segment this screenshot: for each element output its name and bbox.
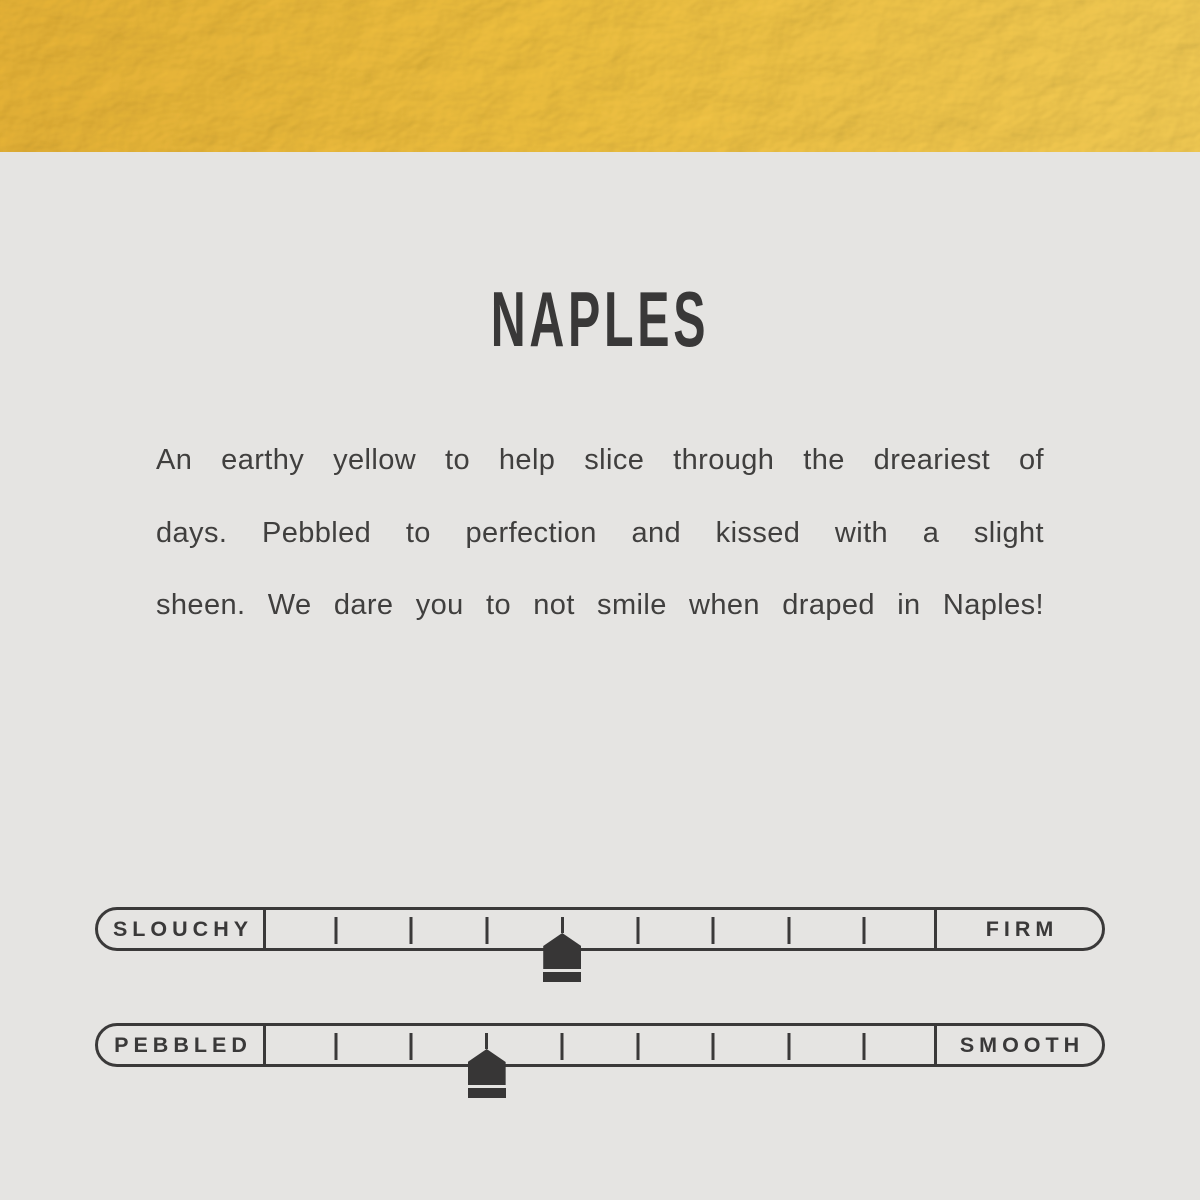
tick-mark <box>787 917 790 944</box>
tick-mark <box>410 917 413 944</box>
scale-left-compartment <box>98 910 266 948</box>
description-line: An earthy yellow to help slice through the dreariest of <box>156 444 1044 476</box>
tick-mark <box>712 1033 715 1060</box>
tick-mark <box>410 1033 413 1060</box>
scale-left-label: SLOUCHY <box>112 916 254 941</box>
leather-texture-graphic <box>0 0 1200 152</box>
scale-track-middle <box>260 907 940 951</box>
scale-marker-icon <box>543 917 581 982</box>
marker-base-bar <box>543 972 581 982</box>
marker-base-bar <box>468 1088 506 1098</box>
leather-swatch-image <box>0 0 1200 152</box>
scale-track-middle <box>260 1023 940 1067</box>
scale-marker-icon <box>468 1033 506 1098</box>
tick-mark <box>636 917 639 944</box>
color-description <box>156 424 1044 642</box>
scale-left-label: PEBBLED <box>114 1032 252 1057</box>
marker-stem <box>561 917 564 933</box>
marker-stem <box>485 1033 488 1049</box>
tick-mark <box>334 1033 337 1060</box>
marker-tag-icon <box>468 1049 506 1085</box>
tick-mark <box>561 1033 564 1060</box>
scale-right-label: FIRM <box>985 916 1059 941</box>
description-line: days. Pebbled to perfection and kissed with a slight <box>156 516 1044 549</box>
description-line: sheen. We dare you to not smile when draped in Naples! <box>156 589 1044 621</box>
tick-mark <box>863 1033 866 1060</box>
tick-mark <box>636 1033 639 1060</box>
tick-mark <box>485 917 488 944</box>
scale-right-compartment <box>934 910 1102 948</box>
tick-mark <box>863 917 866 944</box>
scale-right-label: SMOOTH <box>959 1032 1085 1057</box>
tick-mark <box>787 1033 790 1060</box>
marker-tag-icon <box>543 933 581 969</box>
scale-slouchy-firm <box>95 907 1105 951</box>
color-name-title: NAPLES <box>490 275 710 363</box>
tick-mark <box>334 917 337 944</box>
tick-mark <box>712 917 715 944</box>
scale-pebbled-smooth <box>95 1023 1105 1067</box>
scale-left-compartment <box>98 1026 266 1064</box>
scale-right-compartment <box>934 1026 1102 1064</box>
